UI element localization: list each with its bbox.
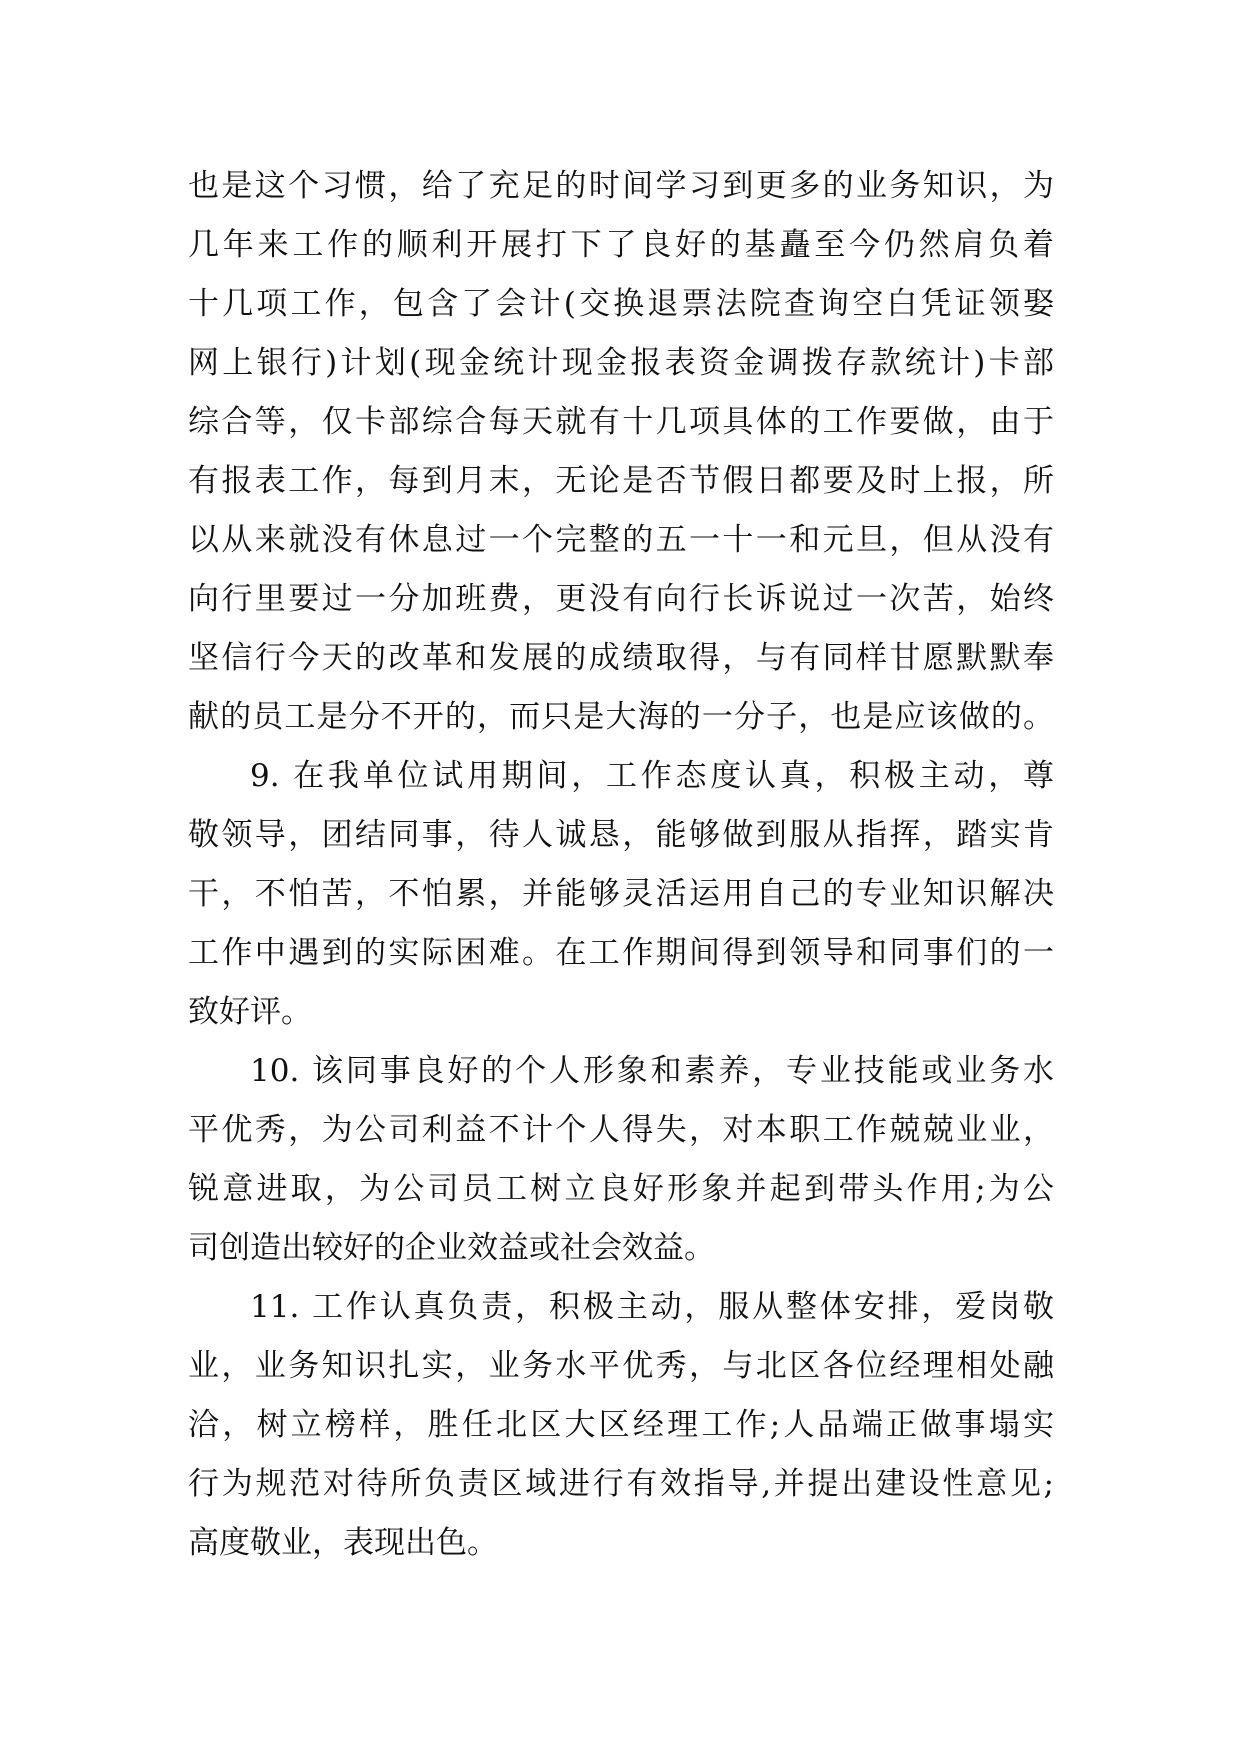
text-line: 高度敬业，表现出色。 [188,1525,498,1561]
text-line: 锐意进取，为公司员工树立良好形象并起到带头作用;为公 [188,1171,1054,1207]
text-line: 敬领导，团结同事，待人诚恳，能够做到服从指挥，踏实肯 [188,817,1054,853]
paragraph-item-11 [188,1278,1054,1573]
text-line: 行为规范对待所负责区域进行有效指导,并提出建设性意见; [188,1466,1054,1502]
text-line: 10. 该同事良好的个人形象和素养，专业技能或业务水 [250,1053,1054,1089]
paragraph-item-10 [188,1042,1054,1278]
text-line: 几年来工作的顺利开展打下了良好的基矗至今仍然肩负着 [188,227,1054,263]
text-line: 献的员工是分不开的，而只是大海的一分子，也是应该做的。 [188,699,1054,735]
text-line: 网上银行)计划(现金统计现金报表资金调拨存款统计)卡部 [188,345,1054,381]
text-line: 有报表工作，每到月末，无论是否节假日都要及时上报，所 [188,463,1054,499]
document-body [188,157,1054,1573]
paragraph-item-9 [188,747,1054,1042]
text-line: 9. 在我单位试用期间，工作态度认真，积极主动，尊 [250,758,1054,794]
text-line: 也是这个习惯，给了充足的时间学习到更多的业务知识，为 [188,168,1054,204]
text-line: 司创造出较好的企业效益或社会效益。 [188,1230,715,1266]
text-line: 业，业务知识扎实，业务水平优秀，与北区各位经理相处融 [188,1348,1054,1384]
text-line: 以从来就没有休息过一个完整的五一十一和元旦，但从没有 [188,522,1054,558]
text-line: 综合等，仅卡部综合每天就有十几项具体的工作要做，由于 [188,404,1054,440]
text-line: 坚信行今天的改革和发展的成绩取得，与有同样甘愿默默奉 [188,640,1054,676]
paragraph-continuation [188,157,1054,747]
text-line: 十几项工作，包含了会计(交换退票法院查询空白凭证领娶 [188,286,1054,322]
text-line: 向行里要过一分加班费，更没有向行长诉说过一次苦，始终 [188,581,1054,617]
text-line: 平优秀，为公司利益不计个人得失，对本职工作兢兢业业， [188,1112,1054,1148]
text-line: 工作中遇到的实际困难。在工作期间得到领导和同事们的一 [188,935,1054,971]
text-line: 11. 工作认真负责，积极主动，服从整体安排，爱岗敬 [250,1289,1054,1325]
text-line: 洽，树立榜样，胜任北区大区经理工作;人品端正做事塌实 [188,1407,1054,1443]
text-line: 干，不怕苦，不怕累，并能够灵活运用自己的专业知识解决 [188,876,1054,912]
text-line: 致好评。 [188,994,312,1030]
